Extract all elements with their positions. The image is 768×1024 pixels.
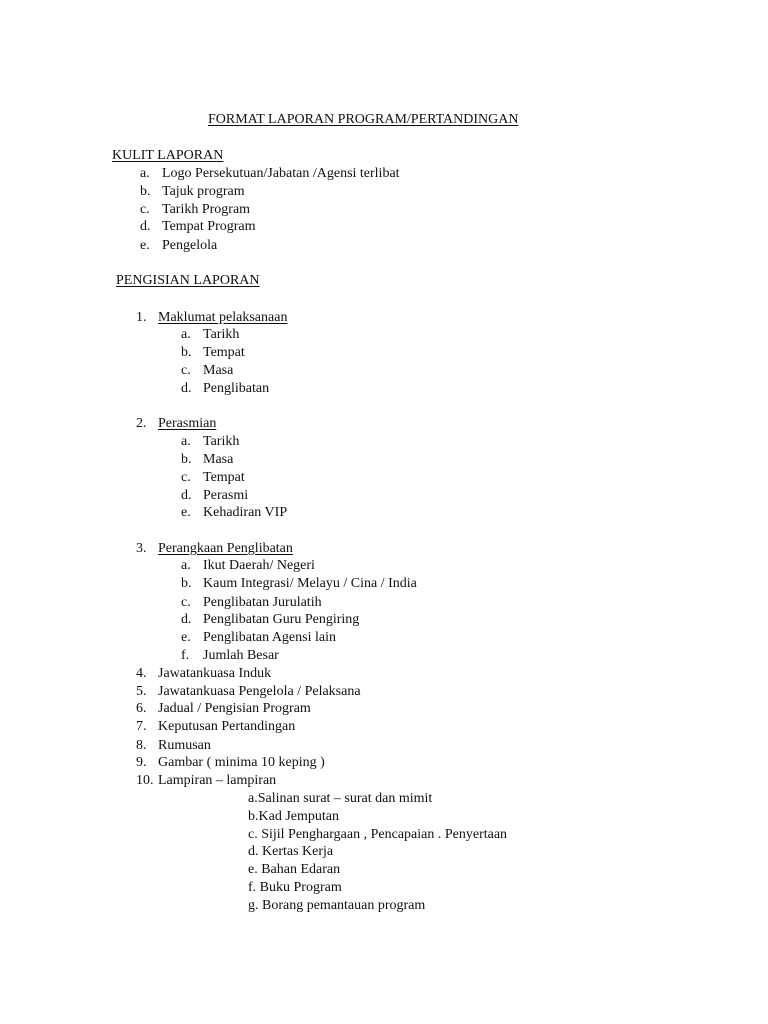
list-marker: e. [181,630,191,645]
list-item: b.Kad Jemputan [248,809,339,824]
list-marker: c. [181,470,191,485]
list-text: Tempat Program [162,219,256,234]
list-marker: b. [181,452,192,467]
list-marker: a. [181,558,191,573]
list-marker: 10. [136,773,154,788]
list-marker: a. [181,434,191,449]
list-text: Penglibatan Guru Pengiring [203,612,360,627]
list-text: Tarikh [203,434,240,449]
section-title-perasmian: Perasmian [158,416,217,431]
list-text: Pengelola [162,238,218,253]
list-marker: c. [181,595,191,610]
list-item: g. Borang pemantauan program [248,898,426,913]
list-marker: b. [140,184,151,199]
list-text: Jawatankuasa Induk [158,666,272,681]
list-text: Masa [203,363,234,378]
list-marker: d. [181,612,192,627]
list-marker: f. [181,648,190,663]
list-marker: c. [140,202,150,217]
list-marker: e. [181,505,191,520]
list-text: Lampiran – lampiran [158,773,277,788]
list-text: Tempat [203,470,245,485]
list-marker: 8. [136,738,147,753]
section-number: 3. [136,541,147,556]
list-item: e. Bahan Edaran [248,862,341,877]
section-number: 1. [136,310,147,325]
list-text: Rumusan [158,738,211,753]
list-item: d. Kertas Kerja [248,844,334,859]
list-marker: d. [181,381,192,396]
list-marker: c. [181,363,191,378]
document-title: FORMAT LAPORAN PROGRAM/PERTANDINGAN [208,112,519,127]
list-marker: a. [140,166,150,181]
section-title-maklumat: Maklumat pelaksanaan [158,310,288,325]
list-marker: b. [181,576,192,591]
list-text: Tempat [203,345,245,360]
list-text: Penglibatan [203,381,270,396]
list-marker: 7. [136,719,147,734]
list-text: Jawatankuasa Pengelola / Pelaksana [158,684,361,699]
section-number: 2. [136,416,147,431]
list-item: c. Sijil Penghargaan , Pencapaian . Penyertaan [248,827,508,842]
list-text: Tajuk program [162,184,245,199]
list-item: a.Salinan surat – surat dan mimit [248,791,433,806]
section-title-perangkaan: Perangkaan Penglibatan [158,541,293,556]
list-marker: d. [181,488,192,503]
list-text: Masa [203,452,234,467]
section-heading-kulit: KULIT LAPORAN [112,148,224,163]
list-text: Gambar ( minima 10 keping ) [158,755,325,770]
list-text: Tarikh [203,327,240,342]
list-text: Jumlah Besar [203,648,279,663]
list-marker: b. [181,345,192,360]
list-marker: d. [140,219,151,234]
list-marker: 9. [136,755,147,770]
list-text: Perasmi [203,488,249,503]
list-text: Ikut Daerah/ Negeri [203,558,315,573]
list-marker: 5. [136,684,147,699]
list-marker: a. [181,327,191,342]
list-text: Kehadiran VIP [203,505,288,520]
list-text: Penglibatan Jurulatih [203,595,322,610]
list-marker: 4. [136,666,147,681]
list-text: Penglibatan Agensi lain [203,630,336,645]
section-heading-pengisian: PENGISIAN LAPORAN [116,273,260,288]
list-text: Keputusan Pertandingan [158,719,296,734]
list-text: Tarikh Program [162,202,251,217]
list-marker: 6. [136,701,147,716]
list-marker: e. [140,238,150,253]
list-item: f. Buku Program [248,880,342,895]
list-text: Logo Persekutuan/Jabatan /Agensi terlibat [162,166,400,181]
list-text: Kaum Integrasi/ Melayu / Cina / India [203,576,417,591]
list-text: Jadual / Pengisian Program [158,701,311,716]
